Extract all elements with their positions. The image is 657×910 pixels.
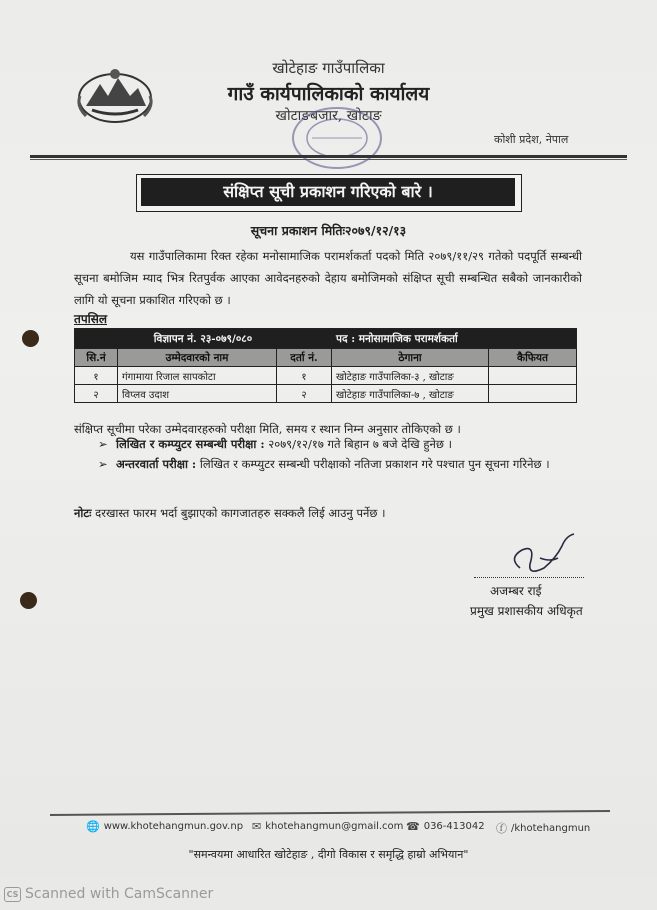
notice-title: संक्षिप्त सूची प्रकाशन गरिएको बारे । bbox=[141, 178, 515, 206]
footer-phone bbox=[406, 820, 485, 833]
shortlist-table bbox=[74, 328, 577, 403]
col-serial: सि.नं bbox=[75, 349, 118, 367]
col-candidate-name: उम्मेदवारको नाम bbox=[118, 349, 277, 367]
signature-line bbox=[474, 577, 584, 578]
email-text: khotehangmun@gmail.com bbox=[265, 821, 404, 832]
cell-address: खोटेहाङ गाउँपालिका-७ , खोटाङ bbox=[332, 385, 489, 403]
notice-date: सूचना प्रकाशन मितिः२०७९/१२/१३ bbox=[250, 223, 407, 238]
footer-divider bbox=[50, 810, 610, 816]
cell-name: विप्लव उदाश bbox=[118, 385, 277, 403]
punch-hole bbox=[22, 330, 39, 347]
municipality-name: खोटेहाङ गाउँपालिका bbox=[272, 59, 385, 77]
table-row bbox=[75, 367, 577, 385]
arrow-icon: ➢ bbox=[98, 437, 108, 451]
notice-body: यस गाउँपालिकामा रिक्त रहेका मनोसामाजिक परामर्शकर्ता पदको मिति २०७९/११/२९ गतेको पदपूर्ति सम्बन्धी सूचना बमोजिम म्याद भित्र रितपुर्वक आएका आवेदनहरुको देहाय बमोजिमको संक्षिप्त सूची सम्बन्धित सबैको जानकारीको लागि यो सूचना प्रकाशित गरिएको छ । bbox=[74, 249, 582, 307]
note bbox=[74, 506, 385, 521]
cell-reg: १ bbox=[277, 367, 332, 385]
note-label: नोटः bbox=[74, 506, 92, 520]
header-divider-thin bbox=[30, 159, 627, 160]
cell-remarks bbox=[489, 385, 577, 403]
globe-icon: 🌐 bbox=[86, 820, 100, 833]
office-seal-stamp bbox=[282, 98, 392, 178]
schedule-heading: तपसिल bbox=[74, 312, 108, 326]
signer-title: प्रमुख प्रशासकीय अधिकृत bbox=[470, 604, 583, 618]
col-remarks: कैफियत bbox=[489, 349, 577, 367]
exam-intro: संक्षिप्त सूचीमा परेका उम्मेदवारहरुको परीक्षा मिति, समय र स्थान निम्न अनुसार तोकिएको छ । bbox=[74, 422, 461, 436]
camscanner-icon: CS bbox=[4, 887, 21, 902]
province-label: कोशी प्रदेश, नेपाल bbox=[494, 133, 569, 146]
interview-text: लिखित र कम्प्युटर सम्बन्धी परीक्षाको नतिजा प्रकाशन गरे पश्चात पुन सूचना गरिनेछ । bbox=[196, 457, 550, 471]
advert-number: विज्ञापन नं. २३-०७९/०८० bbox=[75, 329, 332, 349]
mail-icon: ✉ bbox=[252, 820, 262, 833]
cell-address: खोटेहाङ गाउँपालिका-३ , खोटाङ bbox=[332, 367, 489, 385]
arrow-icon: ➢ bbox=[98, 457, 108, 471]
camscanner-watermark bbox=[4, 886, 213, 902]
exam-item-interview bbox=[98, 454, 558, 474]
notice-banner bbox=[136, 174, 522, 212]
table-row bbox=[75, 385, 577, 403]
office-name: गाउँ कार्यपालिकाको कार्यालय bbox=[227, 83, 430, 105]
camscanner-text: Scanned with CamScanner bbox=[25, 886, 214, 902]
table-header-row bbox=[75, 349, 577, 367]
footer-slogan: "समन्वयमा आधारित खोटेहाङ , दीगो विकास र समृद्धि हाम्रो अभियान" bbox=[188, 848, 469, 861]
footer-email[interactable] bbox=[252, 820, 403, 833]
written-exam-label: लिखित र कम्प्युटर सम्बन्धी परीक्षा : bbox=[116, 437, 265, 451]
interview-label: अन्तरवार्ता परीक्षा : bbox=[116, 457, 197, 471]
cell-name: गंगामाया रिजाल सापकोटा bbox=[118, 367, 277, 385]
punch-hole bbox=[20, 592, 37, 609]
note-text: दरखास्त फारम भर्दा बुझाएको कागजातहरु सक्कलै लिई आउनु पर्नेछ । bbox=[91, 506, 386, 520]
written-exam-text: २०७९/१२/१७ गते बिहान ७ बजे देखि हुनेछ । bbox=[264, 437, 452, 451]
post-name: पद : मनोसामाजिक परामर्शकर्ता bbox=[332, 329, 577, 349]
signer-name: अजम्बर राई bbox=[490, 584, 542, 598]
col-registration-no: दर्ता नं. bbox=[277, 349, 332, 367]
exam-item-written bbox=[98, 434, 558, 454]
cell-remarks bbox=[489, 367, 577, 385]
phone-icon: ☎ bbox=[406, 820, 420, 833]
cell-reg: २ bbox=[277, 385, 332, 403]
col-address: ठेगाना bbox=[332, 349, 489, 367]
website-text: www.khotehangmun.gov.np bbox=[103, 821, 244, 832]
advert-row bbox=[75, 329, 577, 349]
facebook-text: /khotehangmun bbox=[511, 822, 591, 834]
office-address: खोटाङबजार, खोटाङ bbox=[275, 108, 382, 124]
header-divider bbox=[30, 155, 627, 158]
handwritten-signature bbox=[500, 528, 590, 584]
footer-website[interactable] bbox=[86, 820, 243, 833]
facebook-icon: ⓕ bbox=[496, 822, 507, 835]
phone-text: 036-413042 bbox=[423, 821, 485, 832]
footer-facebook[interactable] bbox=[496, 820, 590, 836]
cell-serial: २ bbox=[75, 385, 118, 403]
cell-serial: १ bbox=[75, 367, 118, 385]
